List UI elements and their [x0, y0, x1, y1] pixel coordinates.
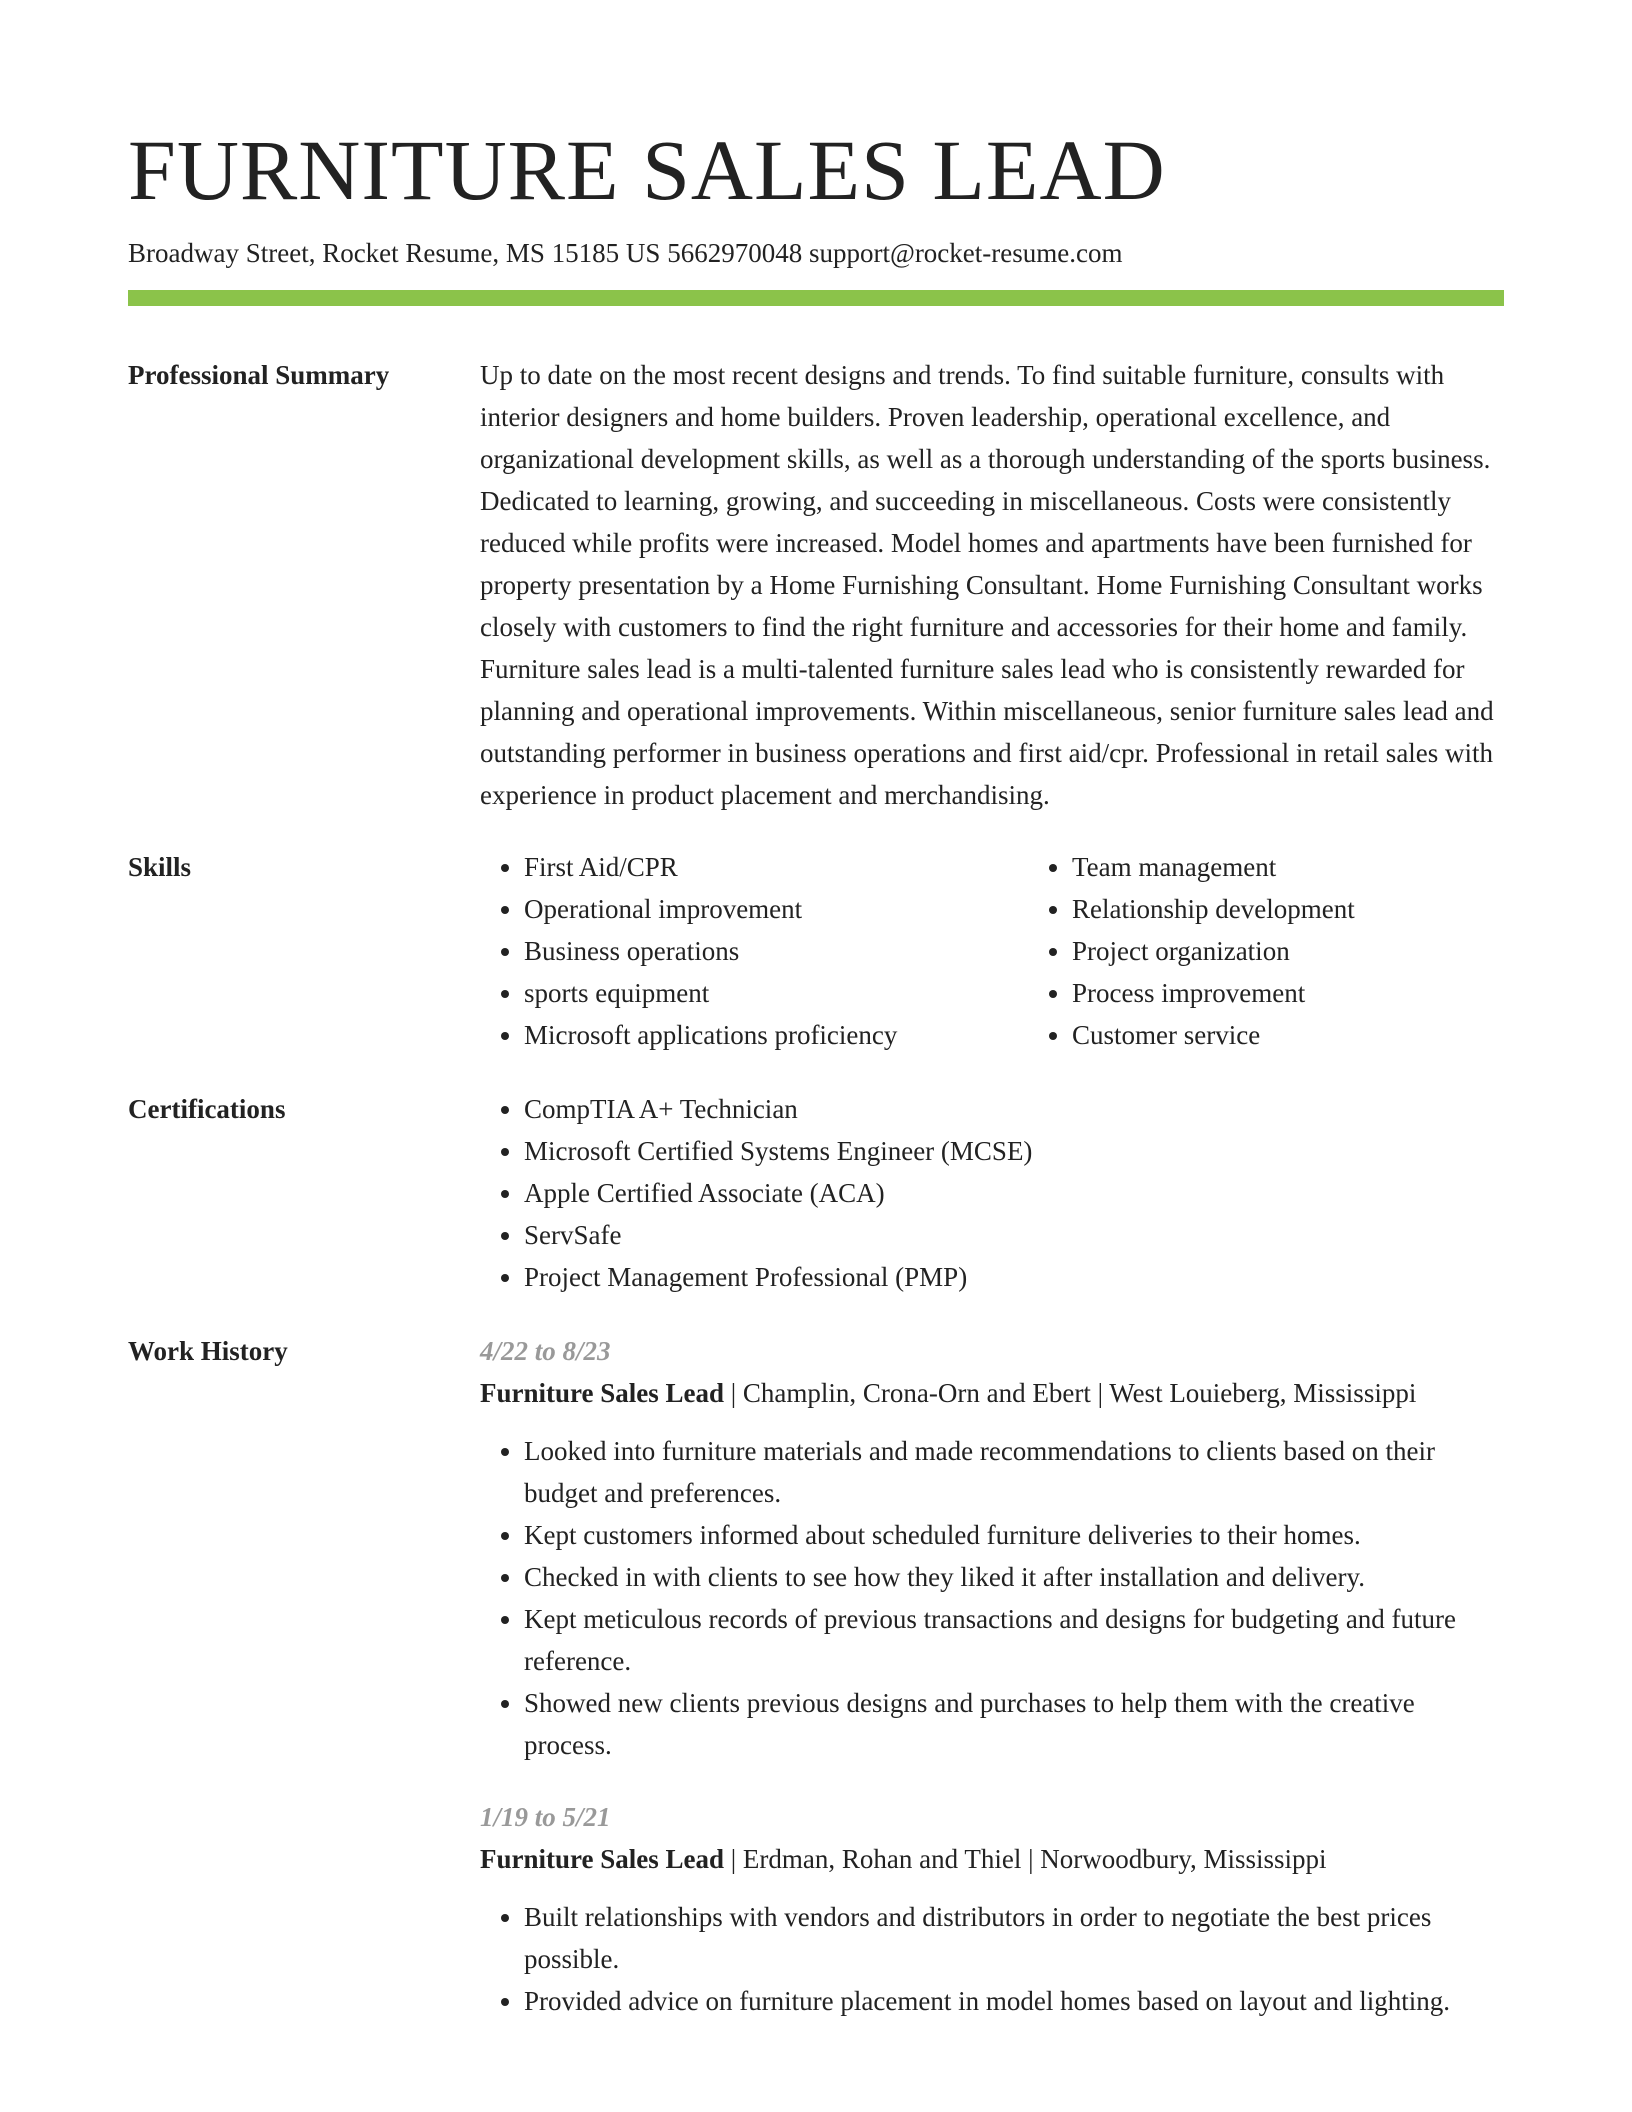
skill-item: • Relationship development [1072, 888, 1572, 930]
skill-item: • sports equipment [524, 972, 1028, 1014]
skills-section [128, 846, 1504, 1056]
certifications-body [480, 1088, 1504, 1298]
skill-item: • First Aid/CPR [524, 846, 1028, 888]
job-dates: 4/22 to 8/23 [480, 1336, 611, 1366]
contact-phone: 5662970048 [667, 238, 803, 268]
section-title-summary: Professional Summary [128, 360, 390, 390]
job-bullet: • Looked into furniture materials and made recommendations to clients based on their budget and preferences. [524, 1430, 1504, 1514]
job-bullet: • Showed new clients previous designs and purchases to help them with the creative process. [524, 1682, 1504, 1766]
contact-line [128, 236, 1504, 270]
skill-item: • Team management [1072, 846, 1572, 888]
header-divider [128, 290, 1504, 306]
job-heading [480, 1372, 1504, 1414]
job-details: | Erdman, Rohan and Thiel | Norwoodbury, Mississippi [724, 1844, 1327, 1874]
resume-name: FURNITURE SALES LEAD [128, 122, 1166, 218]
work-history-section [128, 1330, 1504, 2022]
certification-item: • Apple Certified Associate (ACA) [524, 1172, 1504, 1214]
certification-item: • CompTIA A+ Technician [524, 1088, 1504, 1130]
skill-item: • Process improvement [1072, 972, 1572, 1014]
summary-text: Up to date on the most recent designs and trends. To find suitable furniture, consults with interior designers and home builders. Proven leadership, operational excellence, and organizational development skills, as well as a thorough understanding of the sports business. Dedicated to learning, growing, and succeeding in miscellaneous. Costs were consistently reduced while profits were increased. Model homes and apartments have been furnished for property presentation by a Home Furnishing Consultant. Home Furnishing Consultant works closely with customers to find the right furniture and accessories for their home and family. Furniture sales lead is a multi-talented furniture sales lead who is consistently rewarded for planning and operational improvements. Within miscellaneous, senior furniture sales lead and outstanding performer in business operations and first aid/cpr. Professional in retail sales with experience in product placement and merchandising. [480, 360, 1494, 810]
job-bullet: • Checked in with clients to see how they liked it after installation and delivery. [524, 1556, 1504, 1598]
certification-item: • Microsoft Certified Systems Engineer (MCSE) [524, 1130, 1504, 1172]
skill-item: • Microsoft applications proficiency [524, 1014, 1028, 1056]
skill-item: • Business operations [524, 930, 1028, 972]
section-title-skills: Skills [128, 852, 192, 882]
job-bullet: • Provided advice on furniture placement in model homes based on layout and lighting. [524, 1980, 1504, 2022]
certifications-section [128, 1088, 1504, 1298]
resume-page [128, 120, 1504, 2022]
work-history-body [480, 1330, 1504, 2022]
certifications-list [480, 1088, 1504, 1298]
contact-address: Broadway Street, Rocket Resume, MS 15185 US [128, 238, 661, 268]
job-bullets [480, 1430, 1504, 1766]
summary-body [480, 354, 1504, 816]
job-title: Furniture Sales Lead [480, 1844, 725, 1874]
job-details: | Champlin, Crona-Orn and Ebert | West Louieberg, Mississippi [724, 1378, 1417, 1408]
job-entry [480, 1796, 1504, 2022]
job-title: Furniture Sales Lead [480, 1378, 725, 1408]
skills-column-left [480, 846, 1028, 1056]
job-bullet: • Built relationships with vendors and distributors in order to negotiate the best prices possible. [524, 1896, 1504, 1980]
section-title-certifications: Certifications [128, 1094, 286, 1124]
job-bullets [480, 1896, 1504, 2022]
skill-item: • Operational improvement [524, 888, 1028, 930]
section-title-work-history: Work History [128, 1336, 288, 1366]
skills-column-right [1028, 846, 1572, 1056]
job-bullet: • Kept meticulous records of previous transactions and designs for budgeting and future reference. [524, 1598, 1504, 1682]
job-dates: 1/19 to 5/21 [480, 1802, 611, 1832]
certification-item: • ServSafe [524, 1214, 1504, 1256]
skill-item: • Project organization [1072, 930, 1572, 972]
contact-email[interactable]: support@rocket-resume.com [808, 238, 1123, 268]
skill-item: • Customer service [1072, 1014, 1572, 1056]
skills-list [480, 846, 1572, 1056]
certification-item: • Project Management Professional (PMP) [524, 1256, 1504, 1298]
job-entry [480, 1330, 1504, 1766]
job-heading [480, 1838, 1504, 1880]
summary-section [128, 354, 1504, 816]
job-bullet: • Kept customers informed about scheduled furniture deliveries to their homes. [524, 1514, 1504, 1556]
